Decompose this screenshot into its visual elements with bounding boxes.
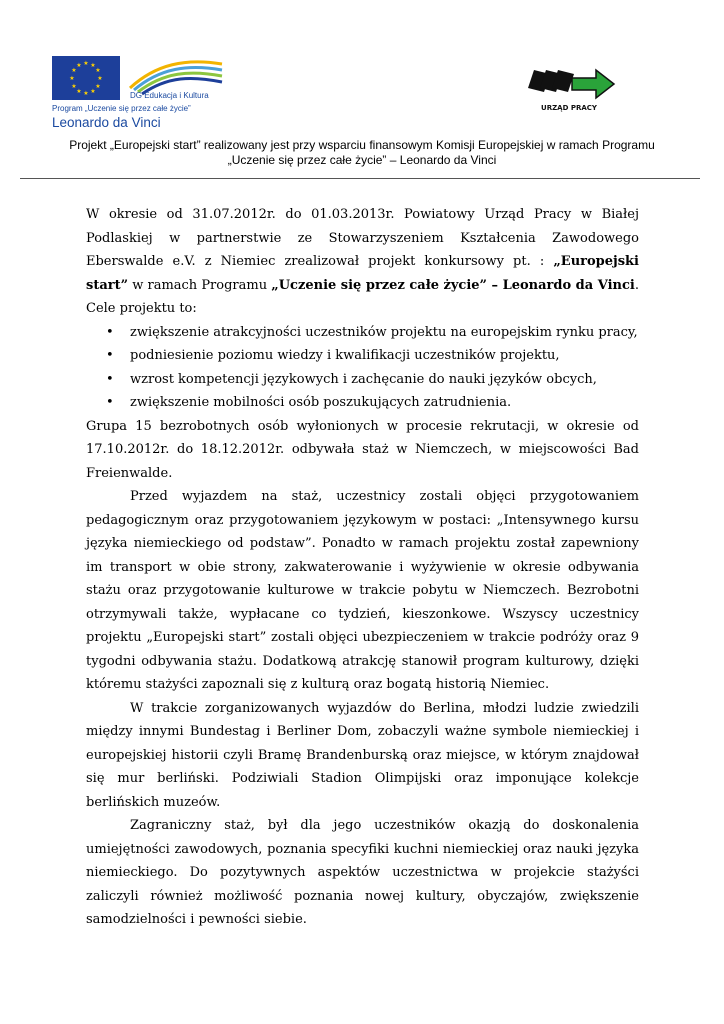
eu-flag-icon <box>52 56 120 100</box>
goal-item <box>86 344 639 368</box>
svg-text:★: ★ <box>76 62 82 69</box>
goal-text: wzrost kompetencji językowych i zachęcanie do nauki języków obcych, <box>130 371 597 387</box>
svg-text:★: ★ <box>71 83 77 90</box>
intro-text-3: . <box>634 277 639 293</box>
header-line-2: „Uczenie się przez całe życie” – Leonardo da Vinci <box>227 153 497 167</box>
svg-text:★: ★ <box>97 75 103 82</box>
bullet-icon: • <box>106 395 114 410</box>
preparation-paragraph: Przed wyjazdem na staż, uczestnicy zostali objęci przygotowaniem pedagogicznym oraz przygotowaniem językowym w postaci: „Intensywnego kursu języka niemieckiego od podstaw”. Ponadto w ramach projektu został zapewniony im transport w obie strony, zakwaterowanie i wyżywienie w okresie odbywania stażu oraz przygotowanie kulturowe w trakcie pobytu w Niemczech. Bezrobotni otrzymywali także, wypłacane co tydzień, kieszonkowe. Wszyscy uczestnicy projektu „Europejski start” zostali objęci ubezpieczeniem w trakcie podróży oraz 9 tygodni odbywania stażu. Dodatkową atrakcję stanowił program kulturowy, dzięki któremu stażyści zapoznali się z kulturą oraz bogatą historią Niemiec. <box>86 489 639 692</box>
goals-heading: Cele projektu to: <box>86 301 197 316</box>
summary-paragraph: Zagraniczny staż, był dla jego uczestników okazją do doskonalenia umiejętności zawodowych, poznania specyfiki kuchni niemieckiej oraz nauki języka niemieckiego. Do pozytywnych aspektów uczestnictwa w projekcie stażyści zaliczyli również możliwość poznania nowej kultury, obyczajów, zwiększenie samodzielności i pewności siebie. <box>86 818 639 927</box>
header-divider <box>20 178 700 179</box>
svg-text:★: ★ <box>69 75 75 82</box>
svg-text:★: ★ <box>95 83 101 90</box>
svg-text:★: ★ <box>90 62 96 69</box>
bullet-icon: • <box>106 324 114 340</box>
berlin-paragraph: W trakcie zorganizowanych wyjazdów do Berlina, młodzi ludzie zwiedzili między innymi Bundestag i Berliner Dom, zobaczyli ważne symbole niemieckiej i europejskiej historii czyli Bramę Brandenburską oraz miejsce, w którym znajdował się mur berliński. Podziwiali Stadion Olimpijski oraz imponujące kolekcje berlińskich muzeów. <box>86 700 639 810</box>
intro-text-1: W okresie od 31.07.2012r. do 01.03.2013r. Powiatowy Urząd Pracy w Białej Podlaskiej w partnerstwie ze Stowarzyszeniem Kształcenia Zawodowego Eberswalde e.V. z Niemiec zrealizował projekt konkursowy pt. : <box>86 207 639 269</box>
program-name: „Uczenie się przez całe życie” – Leonardo da Vinci <box>271 277 635 293</box>
urzad-pracy-text: URZĄD PRACY <box>541 104 597 112</box>
goal-text: zwiększenie atrakcyjności uczestników projektu na europejskim rynku pracy, <box>130 324 638 340</box>
goal-text: podniesienie poziomu wiedzy i kwalifikacji uczestników projektu, <box>130 348 560 363</box>
goals-list <box>86 321 639 415</box>
goal-text: zwiększenie mobilności osób poszukujących zatrudnienia. <box>130 395 512 410</box>
document-body <box>86 203 639 932</box>
bullet-icon: • <box>106 348 114 363</box>
bullet-icon: • <box>106 371 114 387</box>
program-label: Program „Uczenie się przez całe życie” <box>52 104 191 113</box>
dg-label: DG Edukacja i Kultura <box>130 91 209 100</box>
goal-item <box>86 391 639 415</box>
intro-text-2: w ramach Programu <box>128 277 272 293</box>
header-line-1: Projekt „Europejski start” realizowany jest przy wsparciu finansowym Komisji Europejskiej w ramach Programu <box>69 138 655 152</box>
goal-item <box>86 321 639 345</box>
svg-text:★: ★ <box>83 60 89 67</box>
leonardo-label: Leonardo da Vinci <box>52 115 161 130</box>
lifelong-learning-swoosh-icon <box>126 56 226 96</box>
svg-text:★: ★ <box>76 88 82 95</box>
svg-text:★: ★ <box>71 67 77 74</box>
svg-text:★: ★ <box>83 90 89 97</box>
urzad-pracy-logo <box>520 62 618 116</box>
group-paragraph: Grupa 15 bezrobotnych osób wyłonionych w procesie rekrutacji, w okresie od 17.10.2012r. do 18.12.2012r. odbywała staż w Niemczech, w miejscowości Bad Freienwalde. <box>86 418 639 481</box>
eu-leonardo-logo <box>52 56 227 136</box>
project-name: „Europejski start” <box>86 254 639 293</box>
intro-paragraph <box>86 203 639 297</box>
goal-item <box>86 368 639 392</box>
svg-text:★: ★ <box>95 67 101 74</box>
svg-text:★: ★ <box>90 88 96 95</box>
